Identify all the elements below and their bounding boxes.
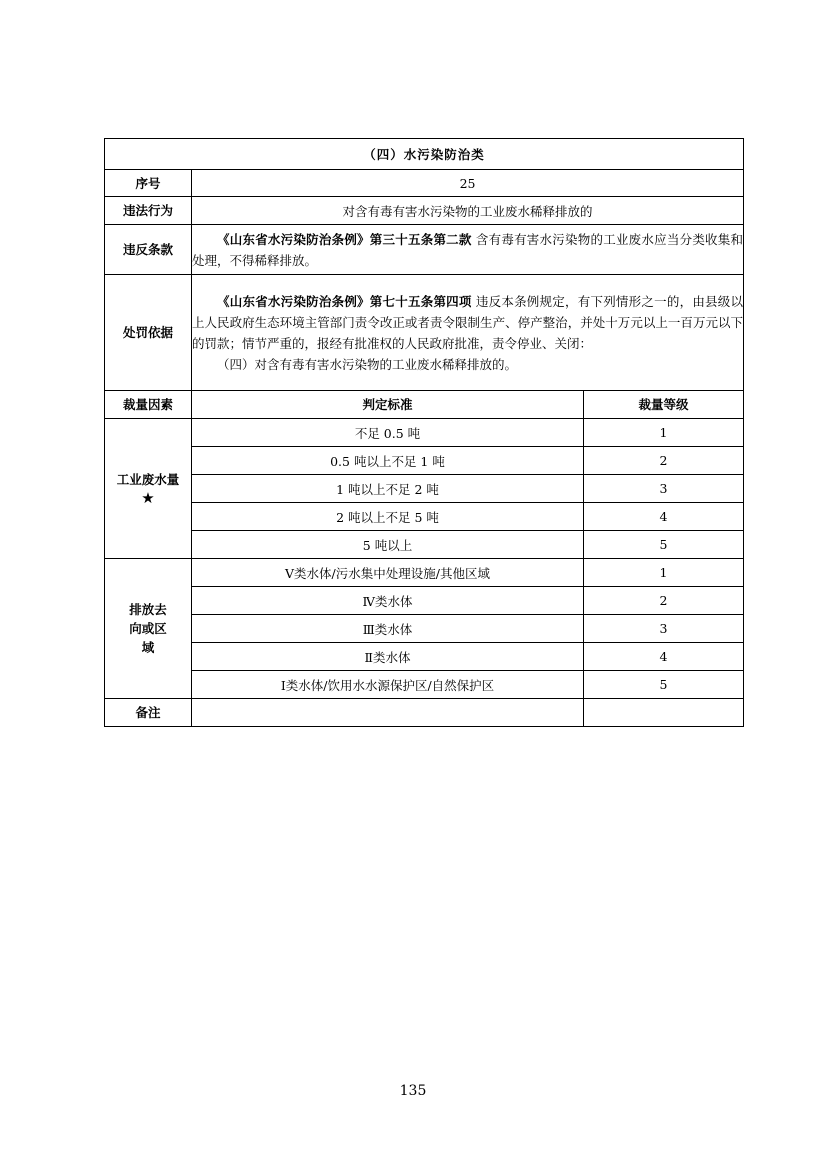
header-factor: 裁量因素 [105,391,192,419]
level-cell: 5 [584,531,744,559]
level-cell: 4 [584,643,744,671]
level-cell: 3 [584,475,744,503]
remarks-label: 备注 [105,699,192,727]
penalty-basis-label: 处罚依据 [105,275,192,391]
factor-name: 工业废水量 [116,471,180,487]
serial-label: 序号 [105,170,192,197]
level-cell: 1 [584,419,744,447]
standard-cell: 0.5 吨以上不足 1 吨 [192,447,584,475]
violated-clause-label: 违反条款 [105,225,192,275]
level-cell: 5 [584,671,744,699]
factor-name: 排放去向或区域 [129,602,167,655]
header-standard: 判定标准 [192,391,584,419]
standard-cell: 1 吨以上不足 2 吨 [192,475,584,503]
serial-value: 25 [192,170,744,197]
behavior-value: 对含有毒有害水污染物的工业废水稀释排放的 [192,197,744,225]
violated-clause-law: 《山东省水污染防治条例》第三十五条第二款 [217,231,472,247]
violated-clause-text: 含有毒有害水污染物的工业废水应当分类收集和处理，不得稀释排放。 [192,231,744,268]
penalty-basis-text: 违反本条例规定，有下列情形之一的，由县级以上人民政府生态环境主管部门责令改正或者责令限制生产、停产整治，并处十万元以上一百万元以下的罚款；情节严重的，报经有批准权的人民政府批准，责令停业、关闭： [192,293,744,351]
header-level: 裁量等级 [584,391,744,419]
discretion-table [104,138,744,727]
standard-cell: 不足 0.5 吨 [192,419,584,447]
page-number: 135 [399,1083,427,1099]
standard-cell: Ⅴ类水体/污水集中处理设施/其他区域 [192,559,584,587]
standard-cell: 5 吨以上 [192,531,584,559]
factor-discharge-destination [105,559,192,699]
standard-cell: Ⅱ类水体 [192,643,584,671]
level-cell: 3 [584,615,744,643]
level-cell: 1 [584,559,744,587]
level-cell: 4 [584,503,744,531]
behavior-label: 违法行为 [105,197,192,225]
table-title: （四）水污染防治类 [105,139,744,170]
level-cell: 2 [584,447,744,475]
standard-cell: Ⅲ类水体 [192,615,584,643]
factor-wastewater-volume [105,419,192,559]
remarks-standard [192,699,584,727]
key-factor-star-icon: ★ [141,488,155,507]
penalty-basis-item: （四）对含有毒有害水污染物的工业废水稀释排放的。 [217,356,518,372]
violated-clause-content [192,225,744,275]
penalty-basis-law: 《山东省水污染防治条例》第七十五条第四项 [217,293,472,309]
penalty-basis-content [192,275,744,391]
standard-cell: Ⅰ类水体/饮用水水源保护区/自然保护区 [192,671,584,699]
level-cell: 2 [584,587,744,615]
standard-cell: Ⅳ类水体 [192,587,584,615]
standard-cell: 2 吨以上不足 5 吨 [192,503,584,531]
remarks-level [584,699,744,727]
